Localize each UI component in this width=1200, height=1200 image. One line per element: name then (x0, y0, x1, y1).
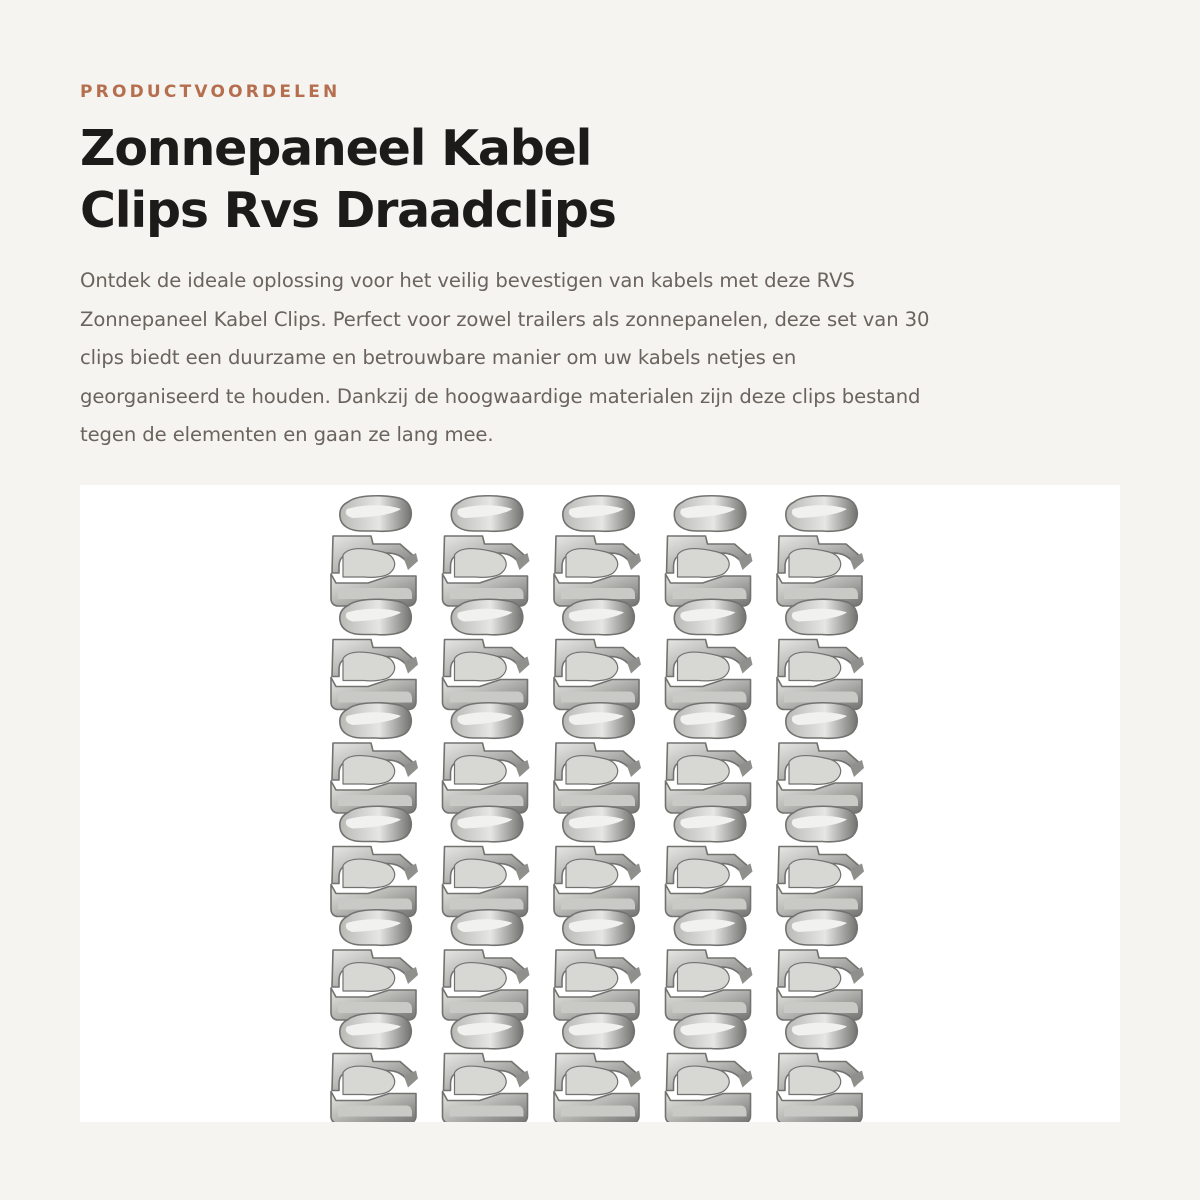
cable-clip (331, 496, 418, 606)
description-line-2: Zonnepaneel Kabel Clips. Perfect voor zowel trailers als zonnepanelen, deze set van 30 (80, 307, 930, 331)
description-line-4: georganiseerd te houden. Dankzij de hoogwaardige materialen zijn deze clips bestand (80, 384, 921, 408)
clip-bottom-reflection (673, 1002, 747, 1013)
section-eyebrow: PRODUCTVOORDELEN (80, 82, 341, 102)
cable-clip (331, 806, 418, 916)
cable-clip (443, 910, 530, 1020)
clip-inner-fold (343, 549, 395, 578)
clip-bottom-reflection (450, 1002, 524, 1013)
clip-inner-fold (343, 963, 395, 992)
clip-bottom-reflection (561, 899, 635, 910)
cable-clip (554, 496, 641, 606)
cable-clip (443, 496, 530, 606)
cable-clip (443, 599, 530, 709)
product-image-panel (80, 485, 1120, 1122)
cable-clip (666, 496, 753, 606)
clip-bottom-reflection (673, 692, 747, 703)
product-description (80, 262, 1090, 455)
clip-bottom-reflection (561, 1106, 635, 1117)
clip-inner-fold (678, 756, 730, 785)
cable-clip (666, 806, 753, 916)
clip-inner-fold (789, 1066, 841, 1095)
clip-inner-fold (678, 549, 730, 578)
clip-bottom-reflection (784, 899, 858, 910)
cable-clip (331, 910, 418, 1020)
clip-bottom-reflection (673, 899, 747, 910)
cable-clip (777, 1013, 864, 1122)
clip-inner-fold (455, 1066, 507, 1095)
clip-bottom-reflection (673, 795, 747, 806)
clip-inner-fold (678, 963, 730, 992)
clip-inner-fold (566, 549, 618, 578)
cable-clip (331, 703, 418, 813)
clip-inner-fold (455, 549, 507, 578)
cable-clip (666, 703, 753, 813)
clip-bottom-reflection (784, 692, 858, 703)
cable-clip (554, 1013, 641, 1122)
clip-bottom-reflection (784, 795, 858, 806)
clip-inner-fold (789, 963, 841, 992)
cable-clip (777, 703, 864, 813)
title-line-1: Zonnepaneel Kabel (80, 120, 592, 177)
cable-clip (554, 910, 641, 1020)
clip-inner-fold (789, 652, 841, 681)
clip-bottom-reflection (784, 1106, 858, 1117)
cable-clip (443, 1013, 530, 1122)
clip-inner-fold (455, 652, 507, 681)
clip-bottom-reflection (338, 588, 412, 599)
clip-bottom-reflection (338, 795, 412, 806)
cable-clip (666, 599, 753, 709)
clip-inner-fold (343, 1066, 395, 1095)
clip-inner-fold (678, 859, 730, 888)
clip-inner-fold (566, 652, 618, 681)
cable-clip (666, 910, 753, 1020)
cable-clip (554, 703, 641, 813)
clip-inner-fold (455, 963, 507, 992)
cable-clip (777, 599, 864, 709)
clip-bottom-reflection (450, 1106, 524, 1117)
cable-clip (666, 1013, 753, 1122)
clip-inner-fold (678, 1066, 730, 1095)
cable-clip (777, 496, 864, 606)
clip-inner-fold (566, 756, 618, 785)
clip-inner-fold (789, 756, 841, 785)
cable-clip (443, 703, 530, 813)
clip-bottom-reflection (338, 1106, 412, 1117)
description-line-3: clips biedt een duurzame en betrouwbare manier om uw kabels netjes en (80, 346, 797, 369)
clip-inner-fold (455, 859, 507, 888)
cable-clip (554, 806, 641, 916)
clip-bottom-reflection (561, 795, 635, 806)
cable-clip (777, 806, 864, 916)
cable-clip (777, 910, 864, 1020)
clip-bottom-reflection (561, 588, 635, 599)
clip-inner-fold (566, 859, 618, 888)
clip-inner-fold (678, 652, 730, 681)
clip-bottom-reflection (338, 692, 412, 703)
title-line-2: Clips Rvs Draadclips (80, 182, 616, 239)
clip-bottom-reflection (673, 1106, 747, 1117)
cable-clip (443, 806, 530, 916)
clip-bottom-reflection (450, 692, 524, 703)
description-line-5: tegen de elementen en gaan ze lang mee. (80, 423, 494, 446)
clip-bottom-reflection (450, 588, 524, 599)
clip-bottom-reflection (673, 588, 747, 599)
clip-bottom-reflection (561, 1002, 635, 1013)
cable-clip (331, 1013, 418, 1122)
clip-inner-fold (566, 963, 618, 992)
clip-inner-fold (343, 859, 395, 888)
clip-bottom-reflection (338, 899, 412, 910)
page-title (80, 118, 616, 242)
clip-inner-fold (455, 756, 507, 785)
clip-inner-fold (789, 549, 841, 578)
clip-bottom-reflection (561, 692, 635, 703)
clip-bottom-reflection (450, 795, 524, 806)
cable-clip (554, 599, 641, 709)
clip-bottom-reflection (784, 1002, 858, 1013)
clip-bottom-reflection (784, 588, 858, 599)
stainless-cable-clips-image (80, 485, 1120, 1122)
cable-clip (331, 599, 418, 709)
clip-inner-fold (789, 859, 841, 888)
description-line-1: Ontdek de ideale oplossing voor het veilig bevestigen van kabels met deze RVS (80, 269, 855, 292)
clip-bottom-reflection (450, 899, 524, 910)
clip-bottom-reflection (338, 1002, 412, 1013)
clip-inner-fold (343, 652, 395, 681)
clip-inner-fold (566, 1066, 618, 1095)
clip-inner-fold (343, 756, 395, 785)
